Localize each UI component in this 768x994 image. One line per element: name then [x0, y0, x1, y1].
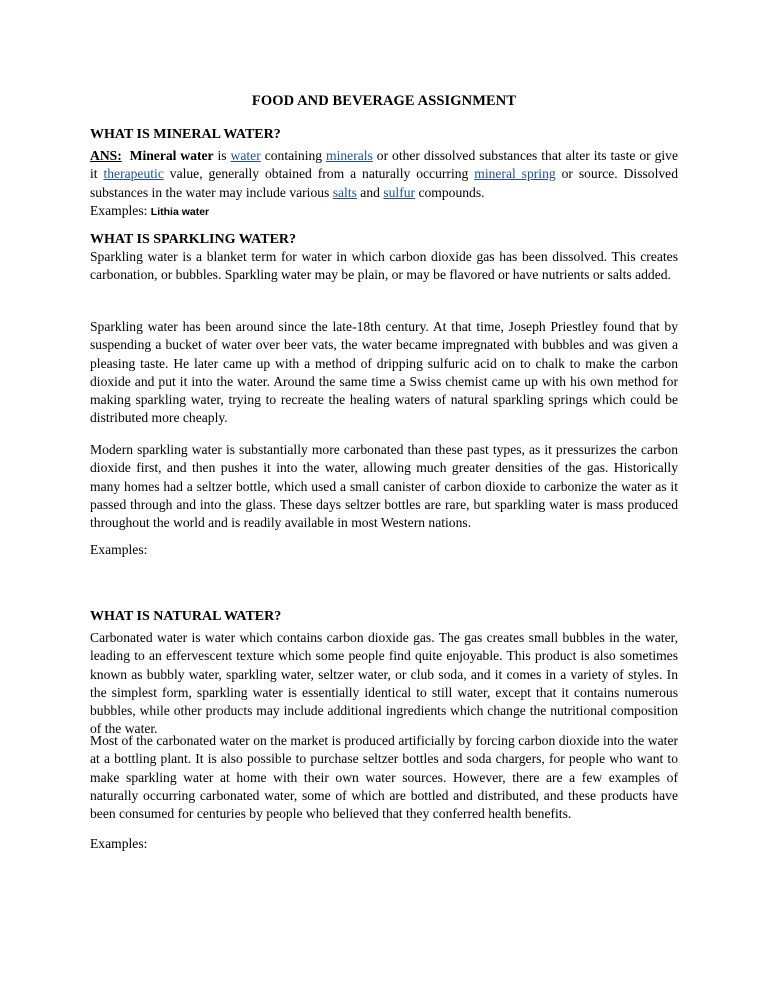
link-salts[interactable]: salts	[332, 184, 357, 200]
mineral-examples-label: Examples:	[90, 202, 151, 218]
text-run: is	[213, 148, 231, 163]
document-title: FOOD AND BEVERAGE ASSIGNMENT	[251, 93, 517, 109]
text-run: and	[356, 184, 384, 200]
link-therapeutic[interactable]: therapeutic	[103, 166, 164, 182]
mineral-examples-value: Lithia water	[150, 205, 210, 218]
sparkling-examples-label: Examples:	[90, 542, 148, 557]
natural-paragraph-1: Carbonated water is water which contains carbon dioxide gas. The gas creates small bubbles in the water, leading to an effervescent texture which some people find quite enjoyable. This product is also sometimes known as bubbly water, sparkling water, seltzer water, or club soda, and it comes in a variety of styles. In the simplest form, sparkling water is essentially identical to still water, except that it contains numerous bubbles, while other products may include additional ingredients which change the nutritional composition of the water.	[90, 630, 678, 737]
text-run: compounds.	[415, 184, 485, 200]
sparkling-paragraph-1: Sparkling water is a blanket term for water in which carbon dioxide gas has been dissolved. This creates carbonation, or bubbles. Sparkling water may be plain, or may be flavored or have nutrients or salts added.	[90, 249, 678, 283]
link-sulfur[interactable]: sulfur	[383, 184, 416, 200]
mineral-water-term: Mineral water	[129, 148, 214, 163]
natural-paragraph-2: Most of the carbonated water on the market is produced artificially by forcing carbon dioxide into the water at a bottling plant. It is also possible to purchase seltzer bottles and soda chargers, for people who want to make sparkling water at home with their own water sources. However, there are a few examples of naturally occurring carbonated water, some of which are bottled and distributed, and these products have been consumed for centuries by people who believed that they conferred health benefits.	[90, 733, 678, 822]
link-water[interactable]: water	[230, 148, 261, 163]
text-run: containing	[260, 148, 327, 163]
text-run: or other dissolved substances that alter its taste or give it	[90, 148, 678, 182]
link-minerals[interactable]: minerals	[326, 148, 373, 163]
sparkling-water-heading: WHAT IS SPARKLING WATER?	[90, 232, 297, 247]
link-mineral-spring[interactable]: mineral spring	[474, 166, 556, 182]
mineral-water-answer	[90, 147, 678, 221]
mineral-water-heading: WHAT IS MINERAL WATER?	[90, 127, 281, 142]
text-run: or source. Dissolved substances in the water may include various	[90, 166, 678, 200]
natural-examples-label: Examples:	[90, 836, 148, 851]
text-run: value, generally obtained from a naturally occurring	[163, 166, 475, 182]
sparkling-paragraph-2: Sparkling water has been around since the late-18th century. At that time, Joseph Priestley found that by suspending a bucket of water over beer vats, the water became impregnated with bubbles and was given a pleasing taste. He later came up with a method of dripping sulfuric acid on to chalk to make the carbon dioxide and put it into the water. Around the same time a Swiss chemist came up with his own method for making sparkling water, trying to recreate the healing waters of natural sparkling springs which could be distributed more cheaply.	[90, 319, 678, 426]
ans-label: ANS:	[90, 148, 122, 163]
natural-water-heading: WHAT IS NATURAL WATER?	[90, 609, 282, 624]
sparkling-paragraph-3: Modern sparkling water is substantially more carbonated than these past types, as it pressurizes the carbon dioxide first, and then pushes it into the water, allowing much greater densities of the gas. Historically many homes had a seltzer bottle, which used a small canister of carbon dioxide to carbonize the water as it passed through and into the glass. These days seltzer bottles are rare, but sparkling water is mass produced throughout the world and is readily available in most Western nations.	[90, 442, 678, 531]
